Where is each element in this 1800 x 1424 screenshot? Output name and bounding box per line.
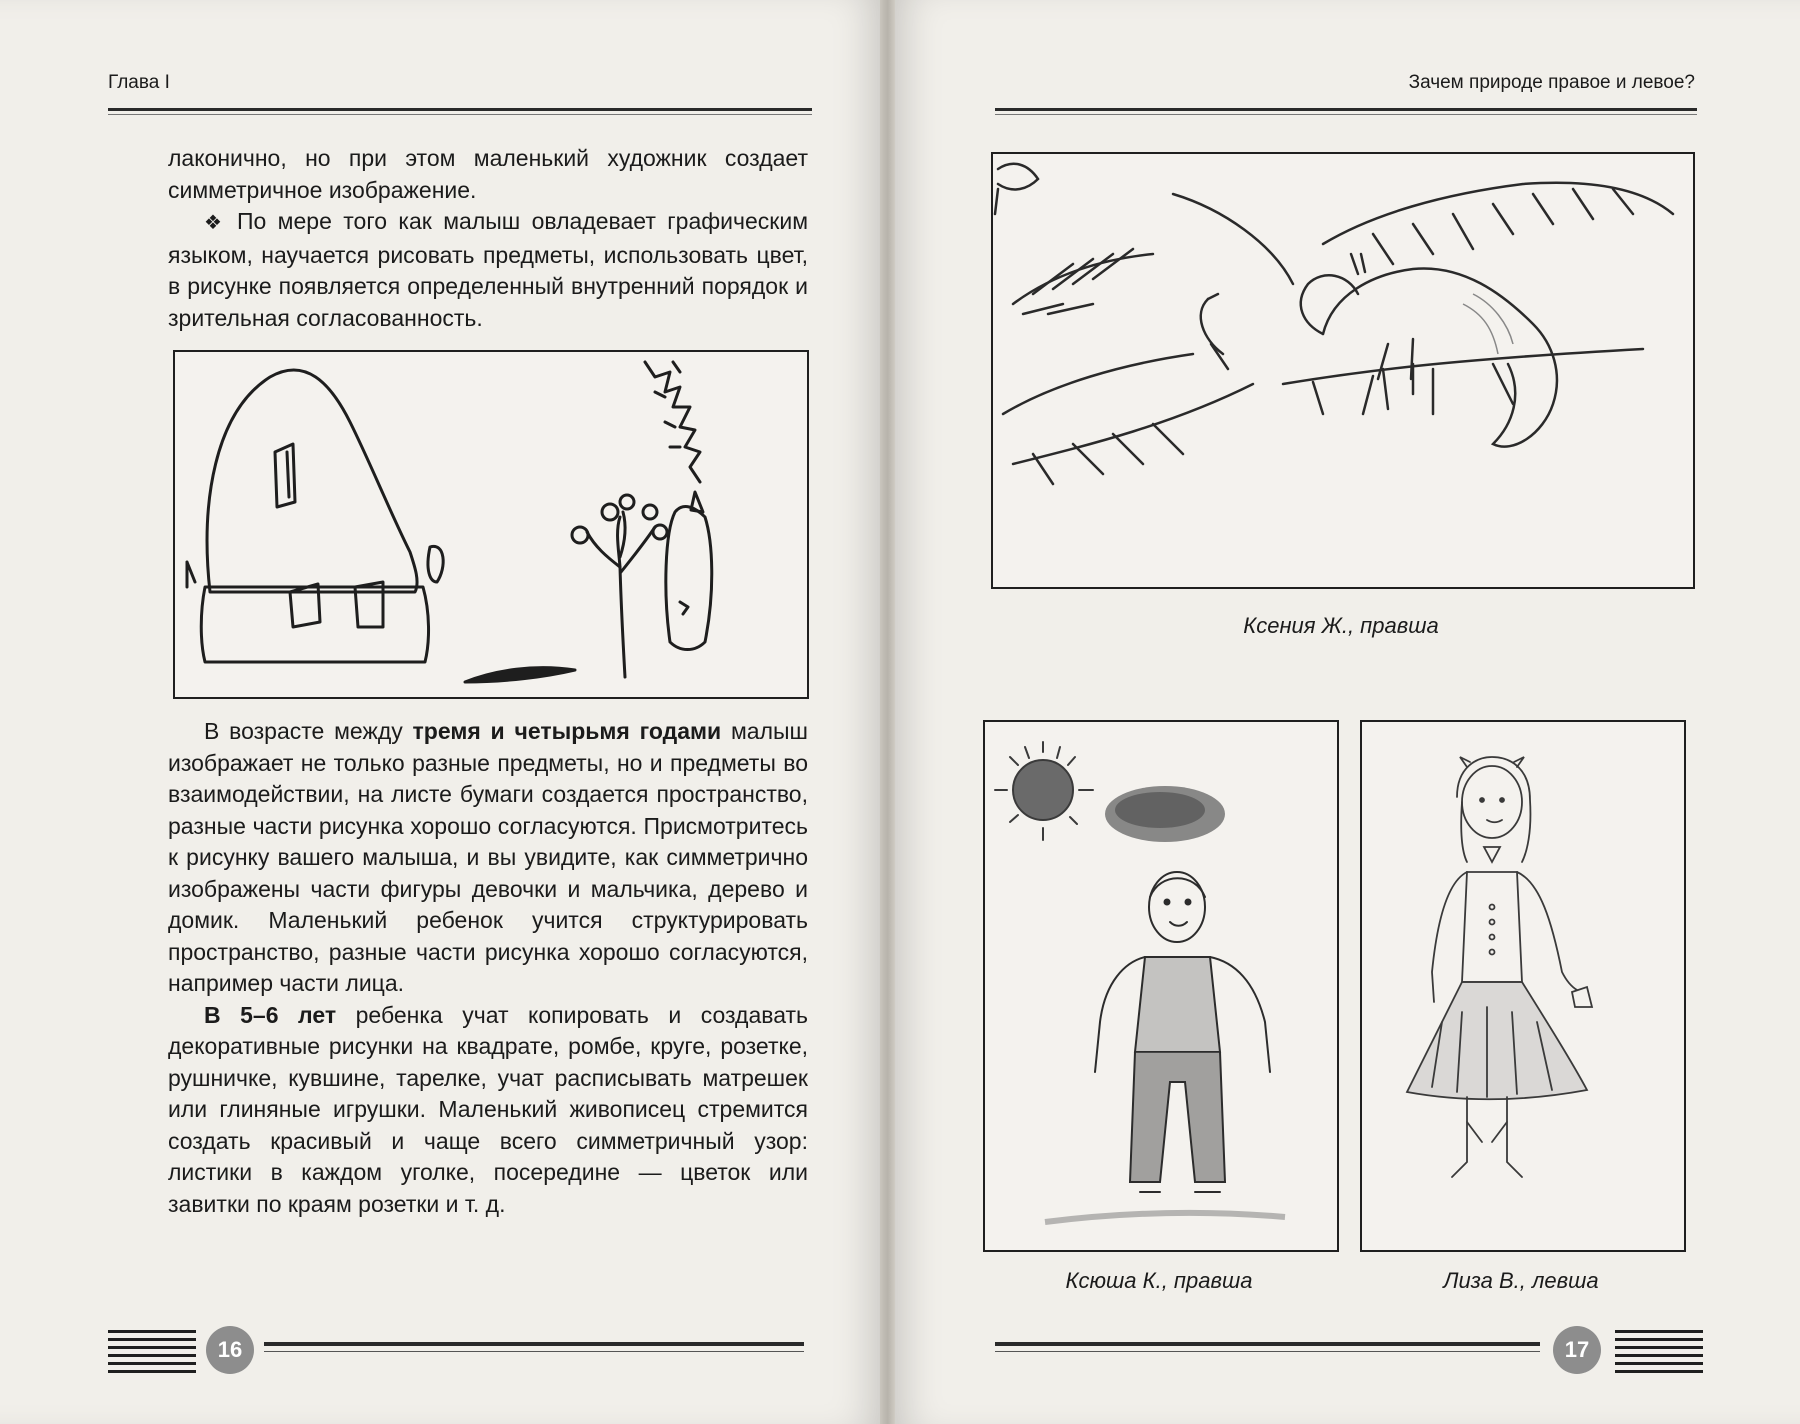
paragraph-2: ❖ По мере того как малыш овладевает графическим языком, научается рисовать предметы, использовать цвет, в рисунке появляется определенный внутренний порядок и зрительная согласованность. bbox=[168, 208, 809, 331]
boy-drawing bbox=[983, 720, 1339, 1252]
squirrel-drawing-illustration bbox=[993, 154, 1693, 587]
left-footer-rule bbox=[264, 1342, 804, 1352]
left-text-top bbox=[168, 143, 808, 334]
girl-drawing bbox=[1360, 720, 1686, 1252]
left-page-number: 16 bbox=[206, 1326, 254, 1374]
right-page-number: 17 bbox=[1553, 1326, 1601, 1374]
book-gutter bbox=[880, 0, 895, 1424]
diamond-bullet-icon: ❖ bbox=[204, 212, 227, 234]
left-head-rule bbox=[108, 108, 812, 111]
left-head-rule-thin bbox=[108, 114, 812, 115]
emphasis-age-5-6: В 5–6 лет bbox=[204, 1001, 337, 1028]
squirrel-drawing bbox=[991, 152, 1695, 589]
caption-boy: Ксюша К., правша bbox=[1065, 1268, 1253, 1293]
right-running-head: Зачем природе правое и левое? bbox=[1408, 72, 1695, 93]
right-footer-stripes bbox=[1615, 1330, 1703, 1380]
left-page bbox=[0, 0, 880, 1424]
emphasis-age-3-4: тремя и четырьмя годами bbox=[412, 718, 722, 744]
girl-drawing-illustration bbox=[1362, 722, 1684, 1250]
caption-girl: Лиза В., левша bbox=[1443, 1268, 1599, 1293]
caption-squirrel: Ксения Ж., правша bbox=[1243, 613, 1439, 638]
left-text-bottom bbox=[168, 716, 808, 1220]
left-running-head: Глава I bbox=[108, 72, 170, 93]
boy-drawing-illustration bbox=[985, 722, 1337, 1250]
right-head-rule-thin bbox=[995, 114, 1697, 115]
right-head-rule bbox=[995, 108, 1697, 111]
right-page bbox=[895, 0, 1800, 1424]
house-drawing bbox=[173, 350, 809, 699]
right-footer-rule bbox=[995, 1342, 1540, 1352]
left-footer-stripes bbox=[108, 1330, 196, 1380]
paragraph-1: лаконично, но при этом маленький художник создает симметричное изображение. bbox=[168, 145, 808, 203]
paragraph-3: В возрасте между тремя и четырьмя годами малыш изображает не только разные предметы, но и предметы во взаимодействии, на листе бумаги создается пространство, разные части рисунка хорошо согласуются. Присмотритесь к рисунку вашего малыша, и вы увидите, как симметрично изображены части фигуры девочки и мальчика, дерево и домик. Маленький ребенок учится структурировать пространство, разные части рисунка хорошо согласуются, например части лица. bbox=[168, 718, 808, 996]
house-drawing-illustration bbox=[175, 352, 807, 697]
paragraph-4: В 5–6 лет ребенка учат копировать и создавать декоративные рисунки на квадрате, ромбе, круге, розетке, рушничке, кувшине, тарелке, учат расписывать матрешек или глиняные игрушки. Маленький живописец стремится создать красивый и чаще всего симметричный узор: листики в каждом уголке, посередине — цветок или завитки по краям розетки и т. д. bbox=[168, 1001, 809, 1217]
